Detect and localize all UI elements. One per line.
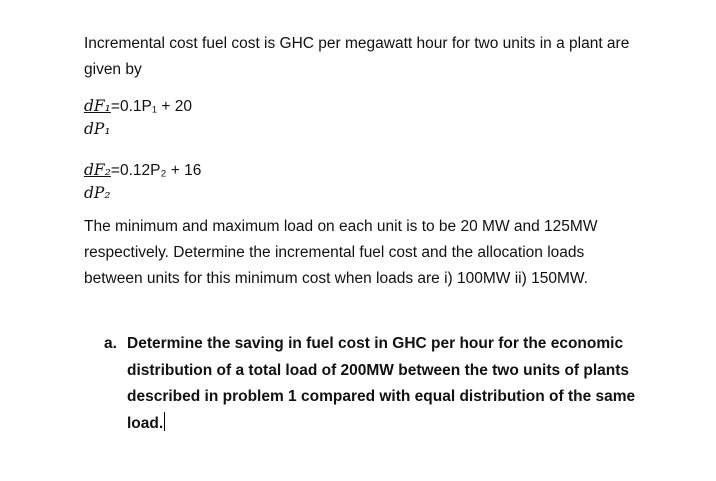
text-cursor xyxy=(164,412,165,431)
equation-1-numerator: dF₁ xyxy=(84,97,111,115)
equation-1 xyxy=(84,96,192,139)
equation-2 xyxy=(84,160,201,203)
equation-2-numerator: dF₂ xyxy=(84,161,111,179)
list-item-text[interactable] xyxy=(127,331,644,437)
equation-2-rhs: =0.12P₂ + 16 xyxy=(110,162,202,179)
list-item-marker: a. xyxy=(104,335,117,352)
equation-1-rhs: =0.1P₁ + 20 xyxy=(110,98,192,115)
equation-1-denominator: dP₁ xyxy=(84,120,111,138)
body-paragraph: The minimum and maximum load on each unit is to be 20 MW and 125MW respectively. Determine the incremental fuel cost and the allocation loads between units for this minimum cost when loads are i) 100MW ii) 150MW. xyxy=(84,218,598,287)
equation-2-denominator: dP₂ xyxy=(84,184,111,202)
list-item[interactable] xyxy=(104,331,644,437)
intro-paragraph: Incremental cost fuel cost is GHC per megawatt hour for two units in a plant are given by xyxy=(84,35,630,78)
list-item-text-content: Determine the saving in fuel cost in GHC per hour for the economic distribution of a total load of 200MW between the two units of plants described in problem 1 compared with equal distribution of the same load. xyxy=(127,335,636,432)
